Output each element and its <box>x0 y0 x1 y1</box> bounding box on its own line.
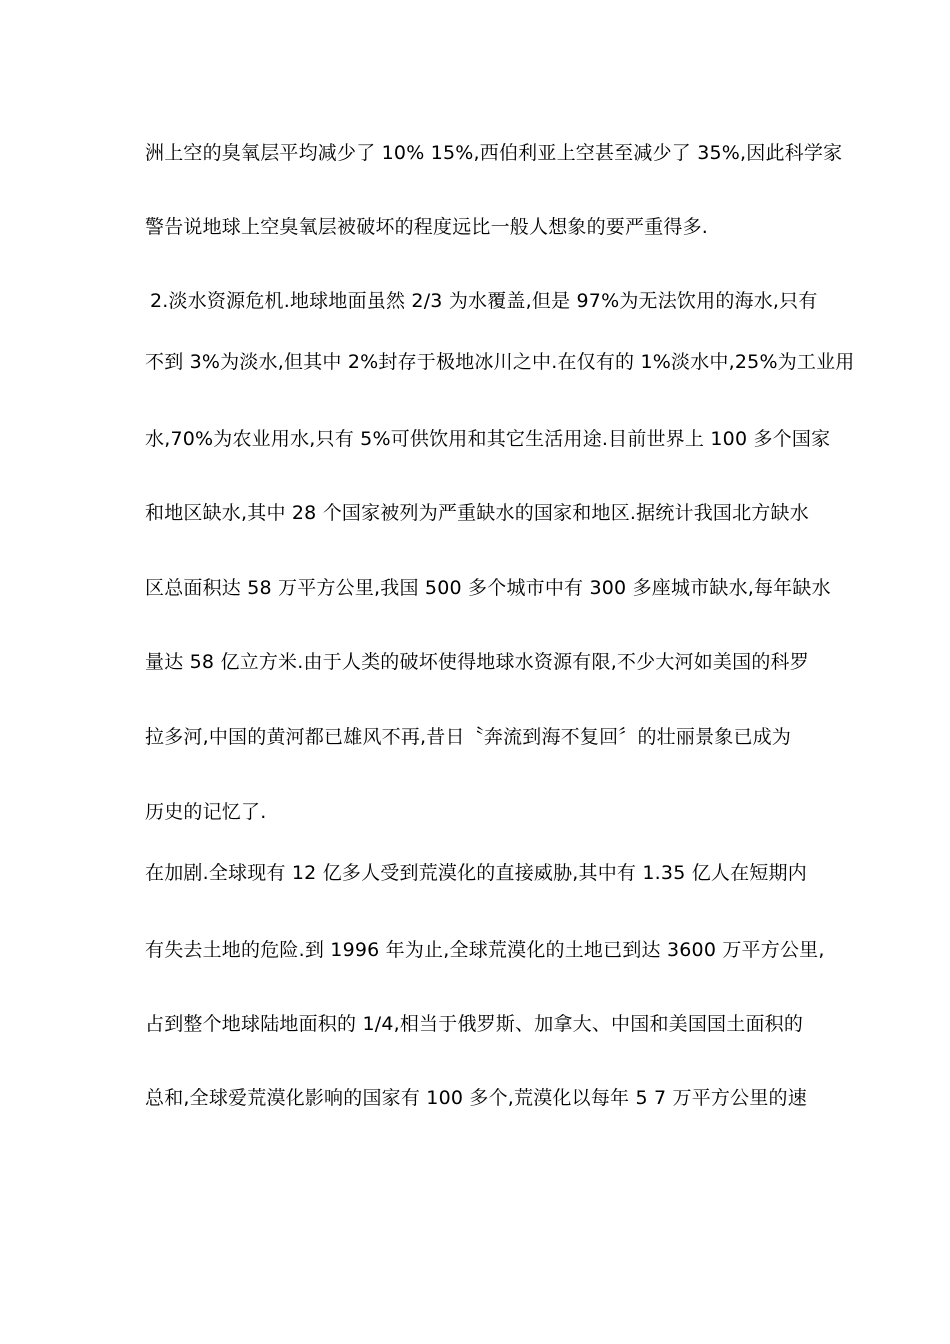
text-line-14: 总和,全球爱荒漠化影响的国家有 100 多个,荒漠化以每年 5 7 万平方公里的速 <box>145 1087 807 1109</box>
text-line-10: 历史的记忆了. <box>145 801 267 823</box>
text-line-13: 占到整个地球陆地面积的 1/4,相当于俄罗斯、加拿大、中国和美国国土面积的 <box>145 1013 804 1035</box>
text-line-4: 不到 3%为淡水,但其中 2%封存于极地冰川之中.在仅有的 1%淡水中,25%为工业用 <box>145 351 855 373</box>
text-line-6: 和地区缺水,其中 28 个国家被列为严重缺水的国家和地区.据统计我国北方缺水 <box>145 502 809 524</box>
text-line-5: 水,70%为农业用水,只有 5%可供饮用和其它生活用途.目前世界上 100 多个国家 <box>145 428 831 450</box>
text-line-3: 2.淡水资源危机.地球地面虽然 2/3 为水覆盖,但是 97%为无法饮用的海水,只有 <box>150 290 818 312</box>
text-line-11: 在加剧.全球现有 12 亿多人受到荒漠化的直接威胁,其中有 1.35 亿人在短期内 <box>145 862 807 884</box>
text-line-9: 拉多河,中国的黄河都已雄风不再,昔日〝奔流到海不复回〞的壮丽景象已成为 <box>145 726 792 748</box>
text-line-7: 区总面积达 58 万平方公里,我国 500 多个城市中有 300 多座城市缺水,每年缺水 <box>145 577 831 599</box>
text-line-8: 量达 58 亿立方米.由于人类的破坏使得地球水资源有限,不少大河如美国的科罗 <box>145 651 809 673</box>
text-line-2: 警告说地球上空臭氧层被破坏的程度远比一般人想象的要严重得多. <box>145 216 709 238</box>
text-line-12: 有失去土地的危险.到 1996 年为止,全球荒漠化的土地已到达 3600 万平方公里, <box>145 939 825 961</box>
text-line-1: 洲上空的臭氧层平均减少了 10% 15%,西伯利亚上空甚至减少了 35%,因此科学家 <box>145 142 843 164</box>
